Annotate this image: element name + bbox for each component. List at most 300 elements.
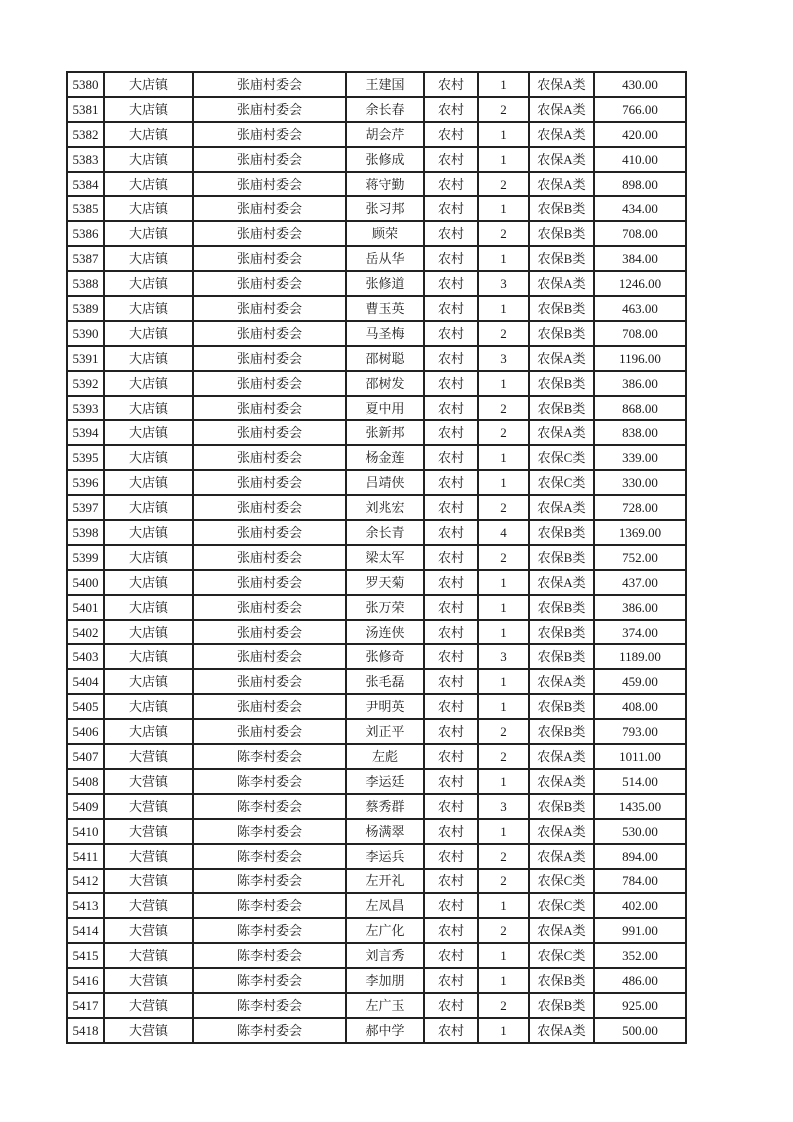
cell-town: 大店镇 [104, 246, 193, 271]
cell-insurance-category: 农保B类 [529, 719, 594, 744]
table-row [67, 420, 686, 445]
cell-village-committee: 陈李村委会 [193, 744, 346, 769]
cell-residence-type: 农村 [424, 918, 478, 943]
table-row [67, 993, 686, 1018]
cell-person-count: 1 [478, 620, 529, 645]
table-row [67, 669, 686, 694]
cell-person-count: 1 [478, 893, 529, 918]
cell-village-committee: 张庙村委会 [193, 396, 346, 421]
cell-insurance-category: 农保A类 [529, 918, 594, 943]
cell-person-count: 1 [478, 246, 529, 271]
cell-town: 大店镇 [104, 371, 193, 396]
cell-village-committee: 张庙村委会 [193, 620, 346, 645]
cell-sequence-number: 5387 [67, 246, 104, 271]
cell-insurance-category: 农保A类 [529, 669, 594, 694]
cell-amount: 898.00 [594, 172, 686, 197]
cell-insurance-category: 农保B类 [529, 221, 594, 246]
table-row [67, 570, 686, 595]
cell-person-count: 1 [478, 147, 529, 172]
cell-village-committee: 张庙村委会 [193, 346, 346, 371]
cell-person-name: 杨满翠 [346, 819, 424, 844]
cell-residence-type: 农村 [424, 943, 478, 968]
payment-roster-table [66, 71, 687, 1044]
cell-sequence-number: 5406 [67, 719, 104, 744]
cell-village-committee: 陈李村委会 [193, 918, 346, 943]
cell-insurance-category: 农保A类 [529, 744, 594, 769]
cell-amount: 330.00 [594, 470, 686, 495]
cell-residence-type: 农村 [424, 296, 478, 321]
cell-insurance-category: 农保B类 [529, 246, 594, 271]
cell-insurance-category: 农保A类 [529, 271, 594, 296]
cell-town: 大营镇 [104, 943, 193, 968]
cell-sequence-number: 5397 [67, 495, 104, 520]
cell-insurance-category: 农保C类 [529, 470, 594, 495]
cell-sequence-number: 5404 [67, 669, 104, 694]
cell-person-count: 2 [478, 420, 529, 445]
cell-town: 大店镇 [104, 420, 193, 445]
cell-insurance-category: 农保C类 [529, 445, 594, 470]
table-row [67, 545, 686, 570]
cell-person-name: 张习邦 [346, 196, 424, 221]
cell-amount: 708.00 [594, 321, 686, 346]
cell-sequence-number: 5386 [67, 221, 104, 246]
cell-town: 大店镇 [104, 296, 193, 321]
cell-insurance-category: 农保B类 [529, 545, 594, 570]
cell-village-committee: 陈李村委会 [193, 769, 346, 794]
cell-amount: 1189.00 [594, 644, 686, 669]
cell-village-committee: 张庙村委会 [193, 246, 346, 271]
cell-insurance-category: 农保A类 [529, 147, 594, 172]
table-row [67, 196, 686, 221]
cell-person-count: 1 [478, 122, 529, 147]
cell-person-count: 2 [478, 744, 529, 769]
cell-town: 大店镇 [104, 321, 193, 346]
cell-person-count: 1 [478, 943, 529, 968]
cell-village-committee: 张庙村委会 [193, 719, 346, 744]
cell-village-committee: 陈李村委会 [193, 819, 346, 844]
cell-village-committee: 张庙村委会 [193, 495, 346, 520]
cell-amount: 766.00 [594, 97, 686, 122]
cell-town: 大店镇 [104, 595, 193, 620]
cell-amount: 402.00 [594, 893, 686, 918]
cell-sequence-number: 5388 [67, 271, 104, 296]
table-row [67, 719, 686, 744]
cell-amount: 530.00 [594, 819, 686, 844]
cell-village-committee: 张庙村委会 [193, 420, 346, 445]
cell-person-name: 马圣梅 [346, 321, 424, 346]
cell-amount: 459.00 [594, 669, 686, 694]
cell-village-committee: 张庙村委会 [193, 520, 346, 545]
cell-amount: 925.00 [594, 993, 686, 1018]
cell-person-count: 1 [478, 445, 529, 470]
table-body [67, 72, 686, 1043]
cell-person-name: 王建国 [346, 72, 424, 97]
cell-person-count: 3 [478, 644, 529, 669]
cell-person-name: 左开礼 [346, 869, 424, 894]
table-row [67, 893, 686, 918]
cell-person-name: 左广玉 [346, 993, 424, 1018]
cell-person-name: 张万荣 [346, 595, 424, 620]
cell-person-name: 邵树聪 [346, 346, 424, 371]
table-row [67, 744, 686, 769]
cell-residence-type: 农村 [424, 246, 478, 271]
cell-residence-type: 农村 [424, 644, 478, 669]
cell-residence-type: 农村 [424, 993, 478, 1018]
table-row [67, 172, 686, 197]
cell-town: 大营镇 [104, 968, 193, 993]
cell-person-count: 1 [478, 669, 529, 694]
cell-sequence-number: 5410 [67, 819, 104, 844]
cell-person-name: 尹明英 [346, 694, 424, 719]
cell-person-name: 胡会芹 [346, 122, 424, 147]
cell-amount: 868.00 [594, 396, 686, 421]
cell-amount: 784.00 [594, 869, 686, 894]
cell-sequence-number: 5402 [67, 620, 104, 645]
cell-town: 大营镇 [104, 918, 193, 943]
cell-village-committee: 陈李村委会 [193, 943, 346, 968]
cell-sequence-number: 5403 [67, 644, 104, 669]
cell-person-count: 2 [478, 221, 529, 246]
cell-town: 大营镇 [104, 844, 193, 869]
cell-village-committee: 张庙村委会 [193, 72, 346, 97]
cell-town: 大营镇 [104, 794, 193, 819]
cell-residence-type: 农村 [424, 122, 478, 147]
cell-town: 大店镇 [104, 545, 193, 570]
cell-insurance-category: 农保B类 [529, 321, 594, 346]
cell-person-name: 左彪 [346, 744, 424, 769]
cell-sequence-number: 5413 [67, 893, 104, 918]
table-row [67, 97, 686, 122]
cell-insurance-category: 农保A类 [529, 122, 594, 147]
table-row [67, 346, 686, 371]
cell-town: 大店镇 [104, 147, 193, 172]
table-row [67, 819, 686, 844]
cell-person-count: 2 [478, 97, 529, 122]
cell-town: 大营镇 [104, 869, 193, 894]
table-row [67, 221, 686, 246]
cell-insurance-category: 农保B类 [529, 694, 594, 719]
cell-amount: 793.00 [594, 719, 686, 744]
cell-person-name: 吕靖侠 [346, 470, 424, 495]
cell-amount: 408.00 [594, 694, 686, 719]
cell-amount: 434.00 [594, 196, 686, 221]
cell-residence-type: 农村 [424, 72, 478, 97]
cell-amount: 1369.00 [594, 520, 686, 545]
cell-person-count: 3 [478, 346, 529, 371]
cell-sequence-number: 5381 [67, 97, 104, 122]
cell-village-committee: 张庙村委会 [193, 196, 346, 221]
cell-insurance-category: 农保A类 [529, 769, 594, 794]
cell-sequence-number: 5401 [67, 595, 104, 620]
cell-residence-type: 农村 [424, 869, 478, 894]
cell-town: 大营镇 [104, 1018, 193, 1043]
cell-insurance-category: 农保B类 [529, 794, 594, 819]
cell-sequence-number: 5412 [67, 869, 104, 894]
cell-insurance-category: 农保B类 [529, 595, 594, 620]
cell-amount: 486.00 [594, 968, 686, 993]
cell-insurance-category: 农保B类 [529, 644, 594, 669]
cell-village-committee: 张庙村委会 [193, 147, 346, 172]
cell-village-committee: 陈李村委会 [193, 869, 346, 894]
cell-amount: 500.00 [594, 1018, 686, 1043]
cell-person-count: 1 [478, 968, 529, 993]
cell-person-count: 2 [478, 172, 529, 197]
cell-insurance-category: 农保A类 [529, 97, 594, 122]
cell-residence-type: 农村 [424, 545, 478, 570]
table-row [67, 396, 686, 421]
cell-town: 大店镇 [104, 396, 193, 421]
cell-person-name: 张毛磊 [346, 669, 424, 694]
cell-person-name: 张新邦 [346, 420, 424, 445]
cell-residence-type: 农村 [424, 271, 478, 296]
cell-insurance-category: 农保A类 [529, 819, 594, 844]
cell-village-committee: 张庙村委会 [193, 122, 346, 147]
cell-sequence-number: 5394 [67, 420, 104, 445]
table-row [67, 495, 686, 520]
cell-amount: 1196.00 [594, 346, 686, 371]
cell-sequence-number: 5414 [67, 918, 104, 943]
cell-residence-type: 农村 [424, 495, 478, 520]
cell-amount: 352.00 [594, 943, 686, 968]
cell-village-committee: 陈李村委会 [193, 893, 346, 918]
cell-town: 大店镇 [104, 495, 193, 520]
cell-person-count: 2 [478, 993, 529, 1018]
cell-amount: 1246.00 [594, 271, 686, 296]
cell-sequence-number: 5383 [67, 147, 104, 172]
cell-person-name: 张修成 [346, 147, 424, 172]
cell-sequence-number: 5389 [67, 296, 104, 321]
cell-town: 大营镇 [104, 769, 193, 794]
cell-village-committee: 陈李村委会 [193, 1018, 346, 1043]
cell-residence-type: 农村 [424, 321, 478, 346]
cell-insurance-category: 农保A类 [529, 72, 594, 97]
cell-residence-type: 农村 [424, 719, 478, 744]
cell-person-count: 2 [478, 321, 529, 346]
cell-person-name: 罗天菊 [346, 570, 424, 595]
cell-town: 大店镇 [104, 694, 193, 719]
cell-town: 大店镇 [104, 445, 193, 470]
cell-amount: 894.00 [594, 844, 686, 869]
table-row [67, 520, 686, 545]
cell-person-count: 2 [478, 869, 529, 894]
cell-person-count: 1 [478, 819, 529, 844]
cell-residence-type: 农村 [424, 794, 478, 819]
cell-village-committee: 陈李村委会 [193, 794, 346, 819]
cell-village-committee: 张庙村委会 [193, 172, 346, 197]
cell-insurance-category: 农保A类 [529, 346, 594, 371]
cell-amount: 386.00 [594, 595, 686, 620]
cell-town: 大店镇 [104, 97, 193, 122]
cell-village-committee: 张庙村委会 [193, 221, 346, 246]
table-row [67, 445, 686, 470]
cell-person-name: 岳从华 [346, 246, 424, 271]
cell-sequence-number: 5418 [67, 1018, 104, 1043]
cell-person-name: 左凤昌 [346, 893, 424, 918]
cell-village-committee: 张庙村委会 [193, 271, 346, 296]
cell-sequence-number: 5391 [67, 346, 104, 371]
cell-residence-type: 农村 [424, 669, 478, 694]
cell-person-name: 邵树发 [346, 371, 424, 396]
table-row [67, 271, 686, 296]
cell-insurance-category: 农保A类 [529, 495, 594, 520]
table-row [67, 296, 686, 321]
cell-person-name: 顾荣 [346, 221, 424, 246]
cell-amount: 374.00 [594, 620, 686, 645]
cell-town: 大店镇 [104, 669, 193, 694]
cell-town: 大店镇 [104, 719, 193, 744]
cell-person-count: 1 [478, 769, 529, 794]
cell-person-count: 2 [478, 844, 529, 869]
cell-amount: 386.00 [594, 371, 686, 396]
cell-person-name: 杨金莲 [346, 445, 424, 470]
cell-person-name: 夏中用 [346, 396, 424, 421]
cell-insurance-category: 农保B类 [529, 196, 594, 221]
cell-sequence-number: 5399 [67, 545, 104, 570]
cell-village-committee: 张庙村委会 [193, 97, 346, 122]
cell-town: 大店镇 [104, 470, 193, 495]
cell-amount: 437.00 [594, 570, 686, 595]
cell-village-committee: 陈李村委会 [193, 993, 346, 1018]
cell-person-name: 李加朋 [346, 968, 424, 993]
table-row [67, 620, 686, 645]
cell-amount: 752.00 [594, 545, 686, 570]
table-row [67, 844, 686, 869]
cell-insurance-category: 农保B类 [529, 993, 594, 1018]
cell-town: 大店镇 [104, 570, 193, 595]
cell-person-count: 1 [478, 570, 529, 595]
cell-person-count: 2 [478, 719, 529, 744]
table-row [67, 968, 686, 993]
cell-sequence-number: 5411 [67, 844, 104, 869]
cell-person-name: 张修道 [346, 271, 424, 296]
table-row [67, 595, 686, 620]
cell-insurance-category: 农保A类 [529, 844, 594, 869]
cell-sequence-number: 5405 [67, 694, 104, 719]
table-row [67, 794, 686, 819]
cell-sequence-number: 5393 [67, 396, 104, 421]
cell-amount: 463.00 [594, 296, 686, 321]
cell-residence-type: 农村 [424, 769, 478, 794]
cell-insurance-category: 农保C类 [529, 893, 594, 918]
cell-residence-type: 农村 [424, 595, 478, 620]
cell-amount: 339.00 [594, 445, 686, 470]
cell-sequence-number: 5417 [67, 993, 104, 1018]
cell-residence-type: 农村 [424, 147, 478, 172]
cell-sequence-number: 5409 [67, 794, 104, 819]
cell-person-name: 余长青 [346, 520, 424, 545]
cell-person-name: 郝中学 [346, 1018, 424, 1043]
cell-residence-type: 农村 [424, 221, 478, 246]
table-row [67, 644, 686, 669]
cell-amount: 991.00 [594, 918, 686, 943]
cell-insurance-category: 农保B类 [529, 968, 594, 993]
cell-insurance-category: 农保C类 [529, 943, 594, 968]
cell-town: 大营镇 [104, 893, 193, 918]
cell-residence-type: 农村 [424, 694, 478, 719]
cell-residence-type: 农村 [424, 172, 478, 197]
cell-village-committee: 张庙村委会 [193, 570, 346, 595]
table-row [67, 470, 686, 495]
cell-person-name: 汤连侠 [346, 620, 424, 645]
cell-town: 大店镇 [104, 72, 193, 97]
cell-insurance-category: 农保B类 [529, 296, 594, 321]
cell-sequence-number: 5384 [67, 172, 104, 197]
cell-person-name: 刘兆宏 [346, 495, 424, 520]
table-row [67, 246, 686, 271]
cell-village-committee: 张庙村委会 [193, 669, 346, 694]
cell-sequence-number: 5396 [67, 470, 104, 495]
cell-person-name: 蔡秀群 [346, 794, 424, 819]
cell-person-name: 余长春 [346, 97, 424, 122]
cell-residence-type: 农村 [424, 744, 478, 769]
cell-village-committee: 张庙村委会 [193, 545, 346, 570]
cell-person-count: 4 [478, 520, 529, 545]
cell-village-committee: 张庙村委会 [193, 371, 346, 396]
cell-amount: 410.00 [594, 147, 686, 172]
cell-sequence-number: 5400 [67, 570, 104, 595]
cell-sequence-number: 5407 [67, 744, 104, 769]
cell-amount: 514.00 [594, 769, 686, 794]
cell-amount: 1435.00 [594, 794, 686, 819]
table-row [67, 1018, 686, 1043]
cell-town: 大店镇 [104, 196, 193, 221]
cell-person-name: 左广化 [346, 918, 424, 943]
cell-insurance-category: 农保A类 [529, 1018, 594, 1043]
cell-town: 大店镇 [104, 644, 193, 669]
cell-person-name: 曹玉英 [346, 296, 424, 321]
cell-residence-type: 农村 [424, 396, 478, 421]
cell-amount: 430.00 [594, 72, 686, 97]
cell-person-count: 1 [478, 694, 529, 719]
cell-village-committee: 陈李村委会 [193, 844, 346, 869]
cell-person-count: 2 [478, 545, 529, 570]
cell-person-count: 1 [478, 296, 529, 321]
cell-village-committee: 张庙村委会 [193, 595, 346, 620]
cell-town: 大营镇 [104, 993, 193, 1018]
cell-residence-type: 农村 [424, 1018, 478, 1043]
cell-residence-type: 农村 [424, 520, 478, 545]
cell-person-count: 2 [478, 396, 529, 421]
cell-person-name: 李运廷 [346, 769, 424, 794]
cell-town: 大店镇 [104, 172, 193, 197]
cell-village-committee: 张庙村委会 [193, 470, 346, 495]
cell-village-committee: 张庙村委会 [193, 296, 346, 321]
cell-amount: 1011.00 [594, 744, 686, 769]
cell-village-committee: 张庙村委会 [193, 694, 346, 719]
cell-amount: 384.00 [594, 246, 686, 271]
cell-amount: 728.00 [594, 495, 686, 520]
cell-person-name: 刘正平 [346, 719, 424, 744]
cell-residence-type: 农村 [424, 470, 478, 495]
cell-sequence-number: 5382 [67, 122, 104, 147]
cell-sequence-number: 5385 [67, 196, 104, 221]
cell-residence-type: 农村 [424, 968, 478, 993]
cell-town: 大店镇 [104, 620, 193, 645]
cell-sequence-number: 5398 [67, 520, 104, 545]
cell-residence-type: 农村 [424, 346, 478, 371]
cell-amount: 838.00 [594, 420, 686, 445]
cell-person-count: 3 [478, 271, 529, 296]
cell-village-committee: 陈李村委会 [193, 968, 346, 993]
table-row [67, 122, 686, 147]
cell-residence-type: 农村 [424, 196, 478, 221]
cell-person-name: 张修奇 [346, 644, 424, 669]
table-row [67, 943, 686, 968]
cell-amount: 420.00 [594, 122, 686, 147]
table-row [67, 147, 686, 172]
cell-person-count: 1 [478, 72, 529, 97]
cell-town: 大营镇 [104, 819, 193, 844]
